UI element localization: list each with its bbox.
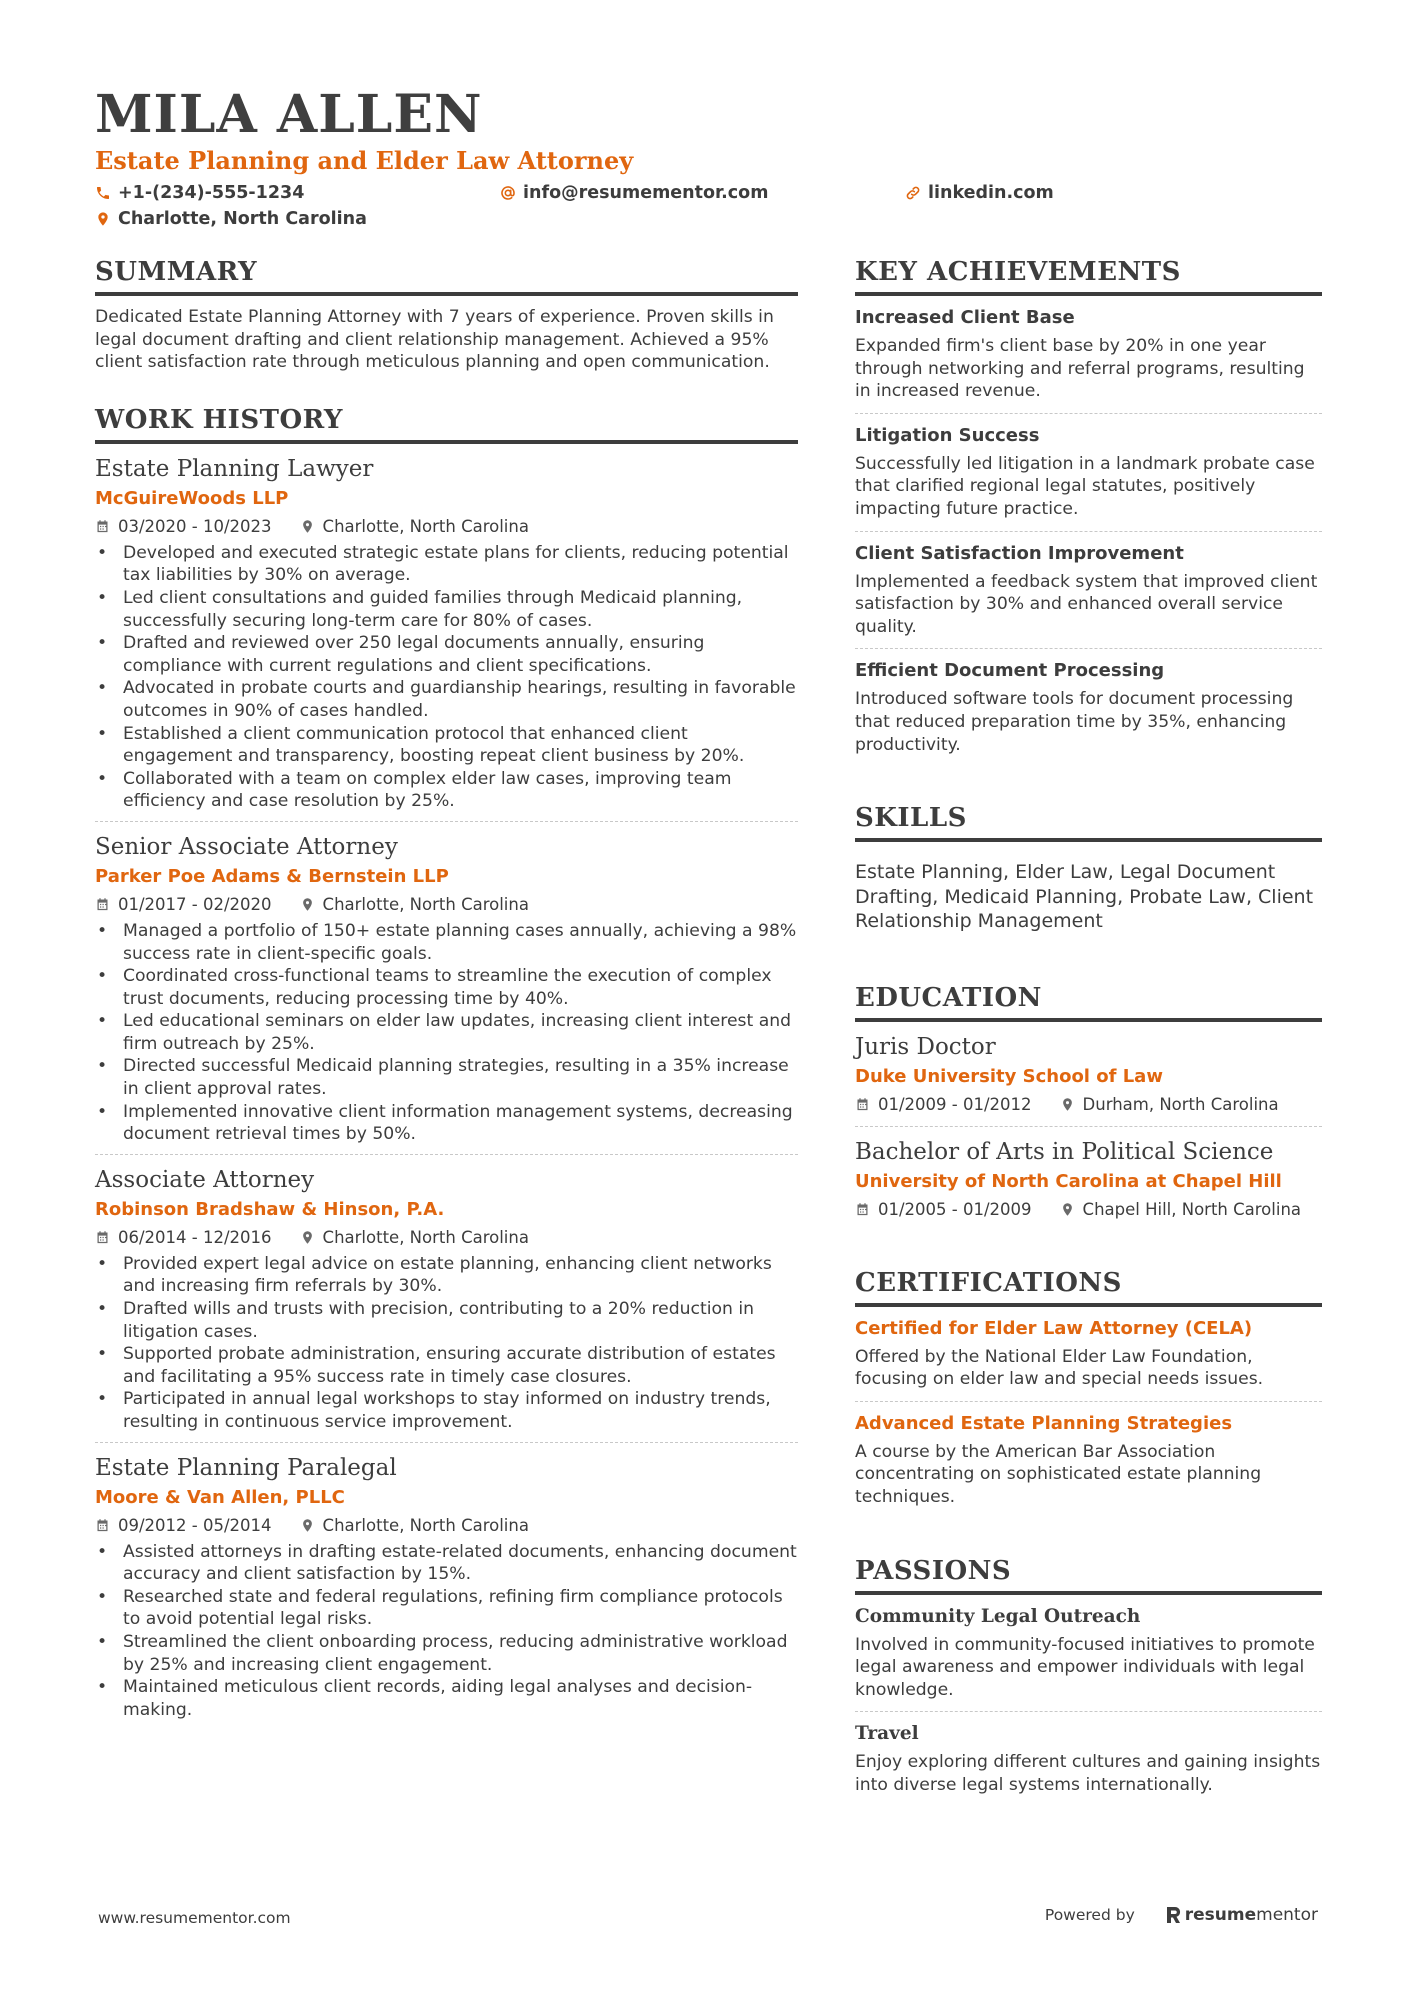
job-bullet: • Implemented innovative client information management systems, decreasing document retrieval times by 50%. (95, 1101, 798, 1146)
certification-item (855, 1402, 1322, 1519)
achievement-item (855, 414, 1322, 532)
location-pin-icon (1060, 1097, 1075, 1112)
contact-linkedin[interactable] (905, 182, 1285, 204)
skills-section (855, 802, 1322, 934)
job-role: Estate Planning Lawyer (95, 455, 374, 482)
passion-item (855, 1595, 1322, 1713)
footer-branding (1045, 1905, 1318, 1925)
job-location: Charlotte, North Carolina (322, 516, 529, 536)
job-location: Charlotte, North Carolina (322, 1515, 529, 1535)
job-meta (95, 894, 798, 916)
linkedin-text[interactable]: linkedin.com (928, 183, 1054, 203)
job-bullet: • Provided expert legal advice on estate planning, enhancing client networks and increasing firm referrals by 30%. (95, 1253, 798, 1298)
education-heading: EDUCATION (855, 982, 1322, 1022)
job-bullet: • Maintained meticulous client records, aiding legal analyses and decision-making. (95, 1676, 798, 1721)
job-meta (95, 1227, 798, 1249)
job-role: Associate Attorney (95, 1166, 315, 1193)
education-dates: 01/2009 - 01/2012 (878, 1094, 1032, 1114)
footer-website[interactable]: www.resumementor.com (98, 1909, 291, 1927)
education-school: University of North Carolina at Chapel Hill (855, 1170, 1282, 1192)
certification-title: Certified for Elder Law Attorney (CELA) (855, 1317, 1253, 1339)
achievement-item (855, 649, 1322, 766)
education-degree: Juris Doctor (855, 1033, 996, 1060)
job-bullet: • Advocated in probate courts and guardianship hearings, resulting in favorable outcomes in 90% of cases handled. (95, 677, 798, 722)
calendar-icon (95, 519, 110, 534)
achievement-title: Client Satisfaction Improvement (855, 542, 1184, 564)
key-achievements-section (855, 256, 1322, 766)
education-section (855, 982, 1322, 1231)
job-location: Charlotte, North Carolina (322, 894, 529, 914)
calendar-icon (855, 1097, 870, 1112)
job-role: Senior Associate Attorney (95, 833, 398, 860)
job-location: Charlotte, North Carolina (322, 1227, 529, 1247)
phone-text: +1-(234)-555-1234 (118, 183, 305, 203)
job-company: Moore & Van Allen, PLLC (95, 1486, 345, 1508)
job-dates: 06/2014 - 12/2016 (118, 1227, 272, 1247)
education-location: Durham, North Carolina (1082, 1094, 1279, 1114)
location-pin-icon (300, 1230, 315, 1245)
calendar-icon (855, 1202, 870, 1217)
achievement-title: Efficient Document Processing (855, 660, 1165, 682)
candidate-title: Estate Planning and Elder Law Attorney (95, 146, 634, 175)
calendar-icon (95, 897, 110, 912)
job-bullets (95, 1253, 798, 1434)
at-icon (500, 185, 516, 201)
location-pin-icon (1060, 1202, 1075, 1217)
summary-heading: SUMMARY (95, 256, 798, 296)
right-column (855, 256, 1322, 1831)
contact-email[interactable] (500, 182, 905, 204)
certification-desc: A course by the American Bar Association concentrating on sophisticated estate planning techniques. (855, 1441, 1262, 1507)
job-dates: 09/2012 - 05/2014 (118, 1515, 272, 1535)
job-bullet: • Assisted attorneys in drafting estate-related documents, enhancing document accuracy and client satisfaction by 15%. (95, 1541, 798, 1586)
skills-heading: SKILLS (855, 802, 1322, 842)
link-icon (905, 185, 921, 201)
brand-mentor: mentor (1256, 1905, 1318, 1925)
education-dates: 01/2005 - 01/2009 (878, 1199, 1032, 1219)
achievement-desc: Introduced software tools for document processing that reduced preparation time by 35%, enhancing productivity. (855, 689, 1294, 755)
job-company: Robinson Bradshaw & Hinson, P.A. (95, 1198, 445, 1220)
job-entry (95, 1443, 798, 1730)
contact-phone (95, 182, 500, 204)
job-bullet: • Led client consultations and guided families through Medicaid planning, successfully securing long-term care for 80% of cases. (95, 587, 798, 632)
achievement-item (855, 296, 1322, 414)
job-bullet: • Established a client communication protocol that enhanced client engagement and transparency, boosting repeat client business by 20%. (95, 723, 798, 768)
summary-text: Dedicated Estate Planning Attorney with 7 years of experience. Proven skills in legal document drafting and client relationship management. Achieved a 95% client satisfaction rate through meticulous planning and open communication. (95, 307, 774, 373)
job-entry (95, 1155, 798, 1443)
passion-title: Community Legal Outreach (855, 1605, 1141, 1627)
job-entry (95, 444, 798, 822)
work-history-heading: WORK HISTORY (95, 404, 798, 444)
education-school: Duke University School of Law (855, 1065, 1163, 1087)
job-bullet: • Drafted wills and trusts with precision, contributing to a 20% reduction in litigation cases. (95, 1298, 798, 1343)
job-bullet: • Participated in annual legal workshops to stay informed on industry trends, resulting in continuous service improvement. (95, 1388, 798, 1433)
location-pin-icon (300, 519, 315, 534)
certification-title: Advanced Estate Planning Strategies (855, 1412, 1233, 1434)
education-location: Chapel Hill, North Carolina (1082, 1199, 1302, 1219)
job-dates: 03/2020 - 10/2023 (118, 516, 272, 536)
achievement-desc: Expanded firm's client base by 20% in one year through networking and referral programs, resulting in increased revenue. (855, 336, 1305, 402)
job-company: Parker Poe Adams & Bernstein LLP (95, 865, 449, 887)
job-bullet: • Collaborated with a team on complex elder law cases, improving team efficiency and case resolution by 25%. (95, 768, 798, 813)
contact-location (95, 208, 500, 230)
calendar-icon (95, 1230, 110, 1245)
work-history-section (95, 404, 798, 1730)
passion-desc: Involved in community-focused initiatives to promote legal awareness and empower individuals with legal knowledge. (855, 1634, 1315, 1700)
passion-desc: Enjoy exploring different cultures and gaining insights into diverse legal systems internationally. (855, 1752, 1321, 1795)
passions-heading: PASSIONS (855, 1555, 1322, 1595)
job-bullet: • Led educational seminars on elder law updates, increasing client interest and firm outreach by 25%. (95, 1010, 798, 1055)
achievement-title: Litigation Success (855, 424, 1040, 446)
brand-logo[interactable] (1165, 1905, 1318, 1925)
job-bullets (95, 542, 798, 813)
job-bullet: • Streamlined the client onboarding process, reducing administrative workload by 25% and increasing client engagement. (95, 1631, 798, 1676)
achievement-desc: Successfully led litigation in a landmark probate case that clarified regional legal statutes, positively impacting future practice. (855, 453, 1315, 519)
location-text: Charlotte, North Carolina (118, 209, 367, 229)
job-bullets (95, 920, 798, 1146)
contact-info (95, 182, 1325, 230)
resume-header (95, 86, 1325, 230)
candidate-name: MILA ALLEN (95, 84, 483, 145)
job-bullets (95, 1541, 798, 1722)
job-bullet: • Directed successful Medicaid planning strategies, resulting in a 35% increase in client approval rates. (95, 1055, 798, 1100)
location-pin-icon (95, 211, 111, 227)
location-pin-icon (300, 897, 315, 912)
achievement-item (855, 532, 1322, 650)
job-bullet: • Developed and executed strategic estate plans for clients, reducing potential tax liabilities by 30% on average. (95, 542, 798, 587)
job-company: McGuireWoods LLP (95, 487, 289, 509)
job-dates: 01/2017 - 02/2020 (118, 894, 272, 914)
calendar-icon (95, 1518, 110, 1533)
achievement-desc: Implemented a feedback system that improved client satisfaction by 30% and enhanced overall service quality. (855, 571, 1318, 637)
education-item (855, 1127, 1322, 1231)
job-bullet: • Supported probate administration, ensuring accurate distribution of estates and facilitating a 95% success rate in timely case closures. (95, 1343, 798, 1388)
job-role: Estate Planning Paralegal (95, 1454, 397, 1481)
email-text[interactable]: info@resumementor.com (523, 183, 769, 203)
certification-item (855, 1307, 1322, 1402)
certifications-heading: CERTIFICATIONS (855, 1267, 1322, 1307)
passions-section (855, 1555, 1322, 1807)
key-achievements-heading: KEY ACHIEVEMENTS (855, 256, 1322, 296)
skills-text: Estate Planning, Elder Law, Legal Document Drafting, Medicaid Planning, Probate Law, Client Relationship Management (855, 861, 1314, 933)
job-meta (95, 1515, 798, 1537)
left-column (95, 256, 798, 1753)
passion-title: Travel (855, 1723, 919, 1745)
education-degree: Bachelor of Arts in Political Science (855, 1138, 1274, 1165)
job-bullet: • Researched state and federal regulations, refining firm compliance protocols to avoid potential legal risks. (95, 1586, 798, 1631)
job-bullet: • Managed a portfolio of 150+ estate planning cases annually, achieving a 98% success rate in client-specific goals. (95, 920, 798, 965)
powered-by-text: Powered by (1044, 1906, 1135, 1924)
certification-desc: Offered by the National Elder Law Foundation, focusing on elder law and special needs issues. (855, 1346, 1264, 1390)
education-meta (855, 1199, 1322, 1221)
location-pin-icon (300, 1518, 315, 1533)
education-meta (855, 1094, 1322, 1116)
job-bullet: • Drafted and reviewed over 250 legal documents annually, ensuring compliance with current regulations and client specifications. (95, 632, 798, 677)
brand-resume: resume (1184, 1905, 1257, 1925)
achievement-title: Increased Client Base (855, 307, 1075, 328)
phone-icon (95, 185, 111, 201)
summary-section (95, 256, 798, 374)
job-bullet: • Coordinated cross-functional teams to streamline the execution of complex trust documents, reducing processing time by 40%. (95, 965, 798, 1010)
job-entry (95, 822, 798, 1155)
education-item (855, 1022, 1322, 1127)
passion-item (855, 1712, 1322, 1806)
certifications-section (855, 1267, 1322, 1519)
resumementor-logo-icon (1165, 1906, 1181, 1924)
job-meta (95, 516, 798, 538)
